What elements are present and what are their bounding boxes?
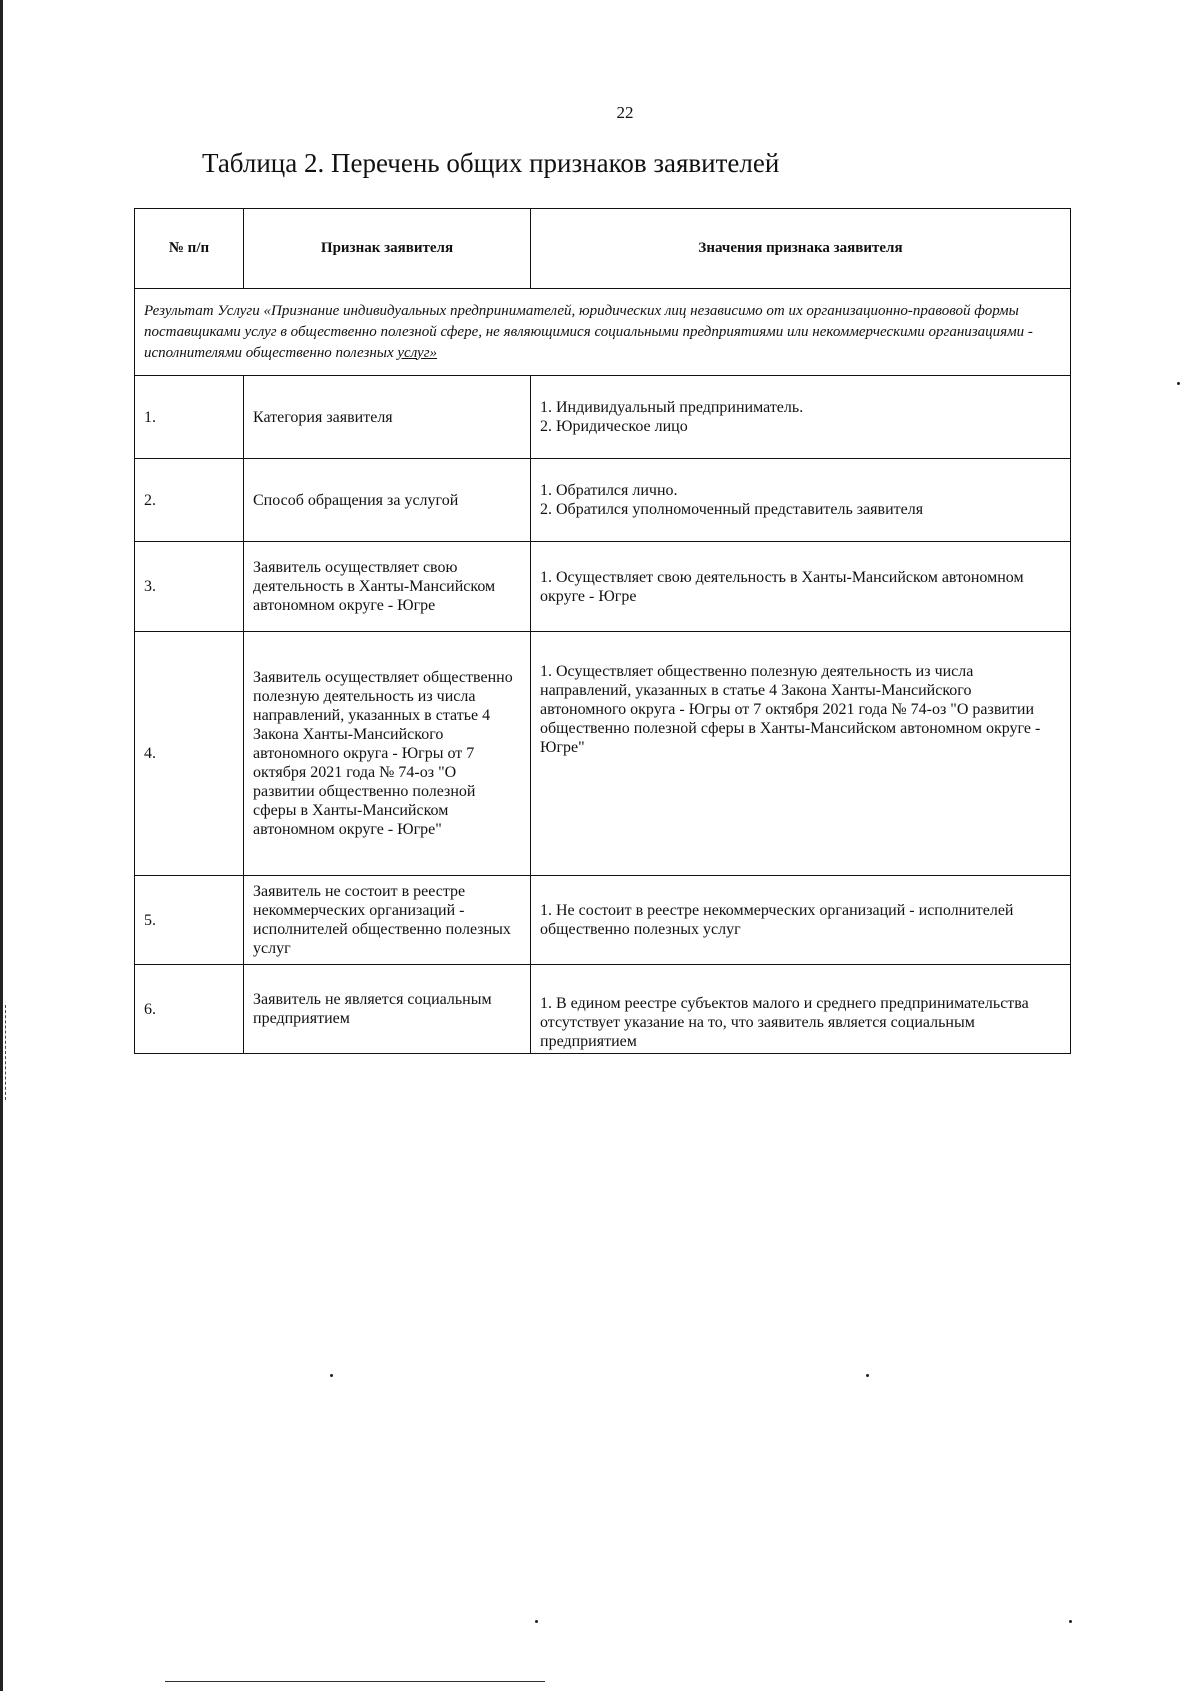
row-value: 1. Не состоит в реестре некоммерческих организаций - исполнителей общественно полезных услуг bbox=[531, 876, 1071, 965]
header-row bbox=[135, 209, 1071, 289]
row-attribute: Заявитель не является социальным предприятием bbox=[244, 965, 531, 1054]
row-attribute: Заявитель осуществляет свою деятельность в Ханты-Мансийском автономном округе - Югре bbox=[244, 542, 531, 632]
table-row bbox=[135, 542, 1071, 632]
section-text-underlined: услуг» bbox=[397, 344, 438, 361]
header-number: № п/п bbox=[135, 209, 244, 289]
row-attribute: Способ обращения за услугой bbox=[244, 459, 531, 542]
scan-speck bbox=[535, 1620, 538, 1623]
section-cell bbox=[135, 289, 1071, 376]
row-number: 3. bbox=[135, 542, 244, 632]
row-value: 1. Обратился лично. 2. Обратился уполномоченный представитель заявителя bbox=[531, 459, 1071, 542]
page-number: 22 bbox=[616, 103, 634, 122]
scan-speck bbox=[866, 1374, 869, 1377]
row-number: 5. bbox=[135, 876, 244, 965]
scan-edge-dash bbox=[5, 1005, 7, 1100]
row-value: 1. Индивидуальный предприниматель. 2. Юридическое лицо bbox=[531, 376, 1071, 459]
scan-speck bbox=[330, 1374, 333, 1377]
row-number: 6. bbox=[135, 965, 244, 1054]
row-value: 1. В едином реестре субъектов малого и среднего предпринимательства отсутствует указание на то, что заявитель является социальным предприятием bbox=[531, 965, 1071, 1054]
row-number: 2. bbox=[135, 459, 244, 542]
row-number: 4. bbox=[135, 632, 244, 876]
header-value: Значения признака заявителя bbox=[531, 209, 1071, 289]
table-row bbox=[135, 376, 1071, 459]
row-attribute: Заявитель осуществляет общественно полезную деятельность из числа направлений, указанных в статье 4 Закона Ханты-Мансийского автономного округа - Югры от 7 октября 2021 года № 74-оз "О развитии общественно полезной сферы в Ханты-Мансийском автономном округе - Югре" bbox=[244, 632, 531, 876]
row-number: 1. bbox=[135, 376, 244, 459]
row-value: 1. Осуществляет общественно полезную деятельность из числа направлений, указанных в статье 4 Закона Ханты-Мансийского автономного округа - Югры от 7 октября 2021 года № 74-оз "О развитии общественно полезной сферы в Ханты-Мансийском автономном округе - Югре" bbox=[531, 632, 1071, 876]
header-attribute: Признак заявителя bbox=[244, 209, 531, 289]
table-row bbox=[135, 876, 1071, 965]
row-value: 1. Осуществляет свою деятельность в Ханты-Мансийском автономном округе - Югре bbox=[531, 542, 1071, 632]
section-row bbox=[135, 289, 1071, 376]
table-row bbox=[135, 965, 1071, 1054]
footer-rule bbox=[165, 1681, 545, 1683]
applicant-attributes-table bbox=[134, 208, 1071, 1054]
scan-left-edge bbox=[0, 0, 3, 1691]
table-row bbox=[135, 632, 1071, 876]
row-attribute: Категория заявителя bbox=[244, 376, 531, 459]
section-text: Результат Услуги «Признание индивидуальных предпринимателей, юридических лиц независимо от их организационно-правовой формы поставщиками услуг в общественно полезной сфере, не являющимися социальными предприятиями или некоммерческими организациями - исполнителями общественно полезных bbox=[144, 302, 1033, 361]
table-title: Таблица 2. Перечень общих признаков заявителей bbox=[202, 148, 780, 178]
scan-speck bbox=[1069, 1620, 1072, 1623]
row-attribute: Заявитель не состоит в реестре некоммерческих организаций - исполнителей общественно полезных услуг bbox=[244, 876, 531, 965]
scan-speck bbox=[1177, 382, 1180, 385]
table-row bbox=[135, 459, 1071, 542]
